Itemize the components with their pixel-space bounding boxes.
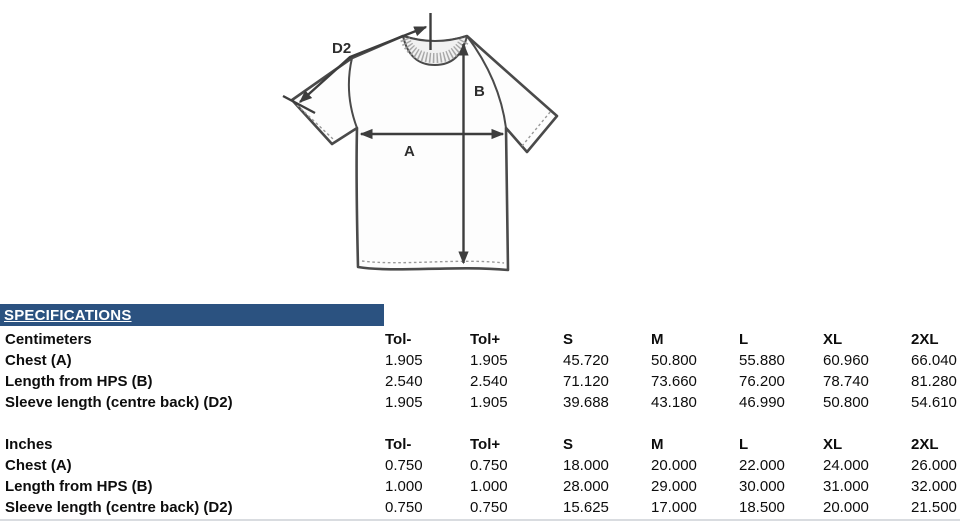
- cell-value: 0.750: [470, 499, 508, 516]
- cell-value: 78.740: [823, 373, 869, 390]
- column-header: XL: [823, 436, 843, 453]
- cell-value: 18.000: [563, 457, 609, 474]
- cell-value: 1.000: [385, 478, 423, 495]
- cell-value: 2.540: [470, 373, 508, 390]
- column-header: S: [563, 436, 574, 453]
- column-header: S: [563, 331, 574, 348]
- cell-value: 71.120: [563, 373, 609, 390]
- cell-value: 76.200: [739, 373, 785, 390]
- row-label: Sleeve length (centre back) (D2): [5, 394, 233, 411]
- cell-value: 50.800: [823, 394, 869, 411]
- row-label: Length from HPS (B): [5, 373, 153, 390]
- tshirt-measurement-diagram: [270, 0, 600, 300]
- unit-label: Inches: [5, 436, 53, 453]
- row-label: Chest (A): [5, 352, 72, 369]
- column-header: Tol-: [385, 436, 412, 453]
- cell-value: 1.905: [470, 352, 508, 369]
- specifications-header-bar: [0, 304, 384, 326]
- cell-value: 2.540: [385, 373, 423, 390]
- row-label: Length from HPS (B): [5, 478, 153, 495]
- label-B: B: [474, 83, 485, 100]
- cell-value: 39.688: [563, 394, 609, 411]
- label-D2: D2: [332, 40, 352, 57]
- label-A: A: [404, 143, 415, 160]
- cell-value: 18.500: [739, 499, 785, 516]
- column-header: 2XL: [911, 331, 939, 348]
- cell-value: 31.000: [823, 478, 869, 495]
- column-header: Tol+: [470, 331, 501, 348]
- cell-value: 17.000: [651, 499, 697, 516]
- column-header: Tol+: [470, 436, 501, 453]
- cell-value: 54.610: [911, 394, 957, 411]
- cell-value: 29.000: [651, 478, 697, 495]
- cell-value: 28.000: [563, 478, 609, 495]
- cell-value: 46.990: [739, 394, 785, 411]
- cell-value: 32.000: [911, 478, 957, 495]
- row-label: Sleeve length (centre back) (D2): [5, 499, 233, 516]
- cell-value: 0.750: [470, 457, 508, 474]
- cell-value: 22.000: [739, 457, 785, 474]
- tshirt-outline: [292, 36, 557, 270]
- cell-value: 55.880: [739, 352, 785, 369]
- row-label: Chest (A): [5, 457, 72, 474]
- column-header: L: [739, 436, 749, 453]
- column-header: M: [651, 331, 664, 348]
- cell-value: 1.905: [385, 352, 423, 369]
- cell-value: 0.750: [385, 499, 423, 516]
- cell-value: 30.000: [739, 478, 785, 495]
- cell-value: 21.500: [911, 499, 957, 516]
- cell-value: 20.000: [823, 499, 869, 516]
- cell-value: 60.960: [823, 352, 869, 369]
- cell-value: 24.000: [823, 457, 869, 474]
- column-header: Tol-: [385, 331, 412, 348]
- cell-value: 50.800: [651, 352, 697, 369]
- cell-value: 15.625: [563, 499, 609, 516]
- cell-value: 66.040: [911, 352, 957, 369]
- cell-value: 26.000: [911, 457, 957, 474]
- cell-value: 20.000: [651, 457, 697, 474]
- cell-value: 81.280: [911, 373, 957, 390]
- centimeters-table: [0, 329, 960, 413]
- cell-value: 43.180: [651, 394, 697, 411]
- cell-value: 1.905: [470, 394, 508, 411]
- column-header: 2XL: [911, 436, 939, 453]
- specifications-title: SPECIFICATIONS: [4, 306, 132, 324]
- column-header: XL: [823, 331, 843, 348]
- cell-value: 1.000: [470, 478, 508, 495]
- column-header: M: [651, 436, 664, 453]
- cell-value: 0.750: [385, 457, 423, 474]
- cell-value: 73.660: [651, 373, 697, 390]
- cell-value: 1.905: [385, 394, 423, 411]
- cell-value: 45.720: [563, 352, 609, 369]
- inches-table: [0, 434, 960, 518]
- unit-label: Centimeters: [5, 331, 92, 348]
- column-header: L: [739, 331, 749, 348]
